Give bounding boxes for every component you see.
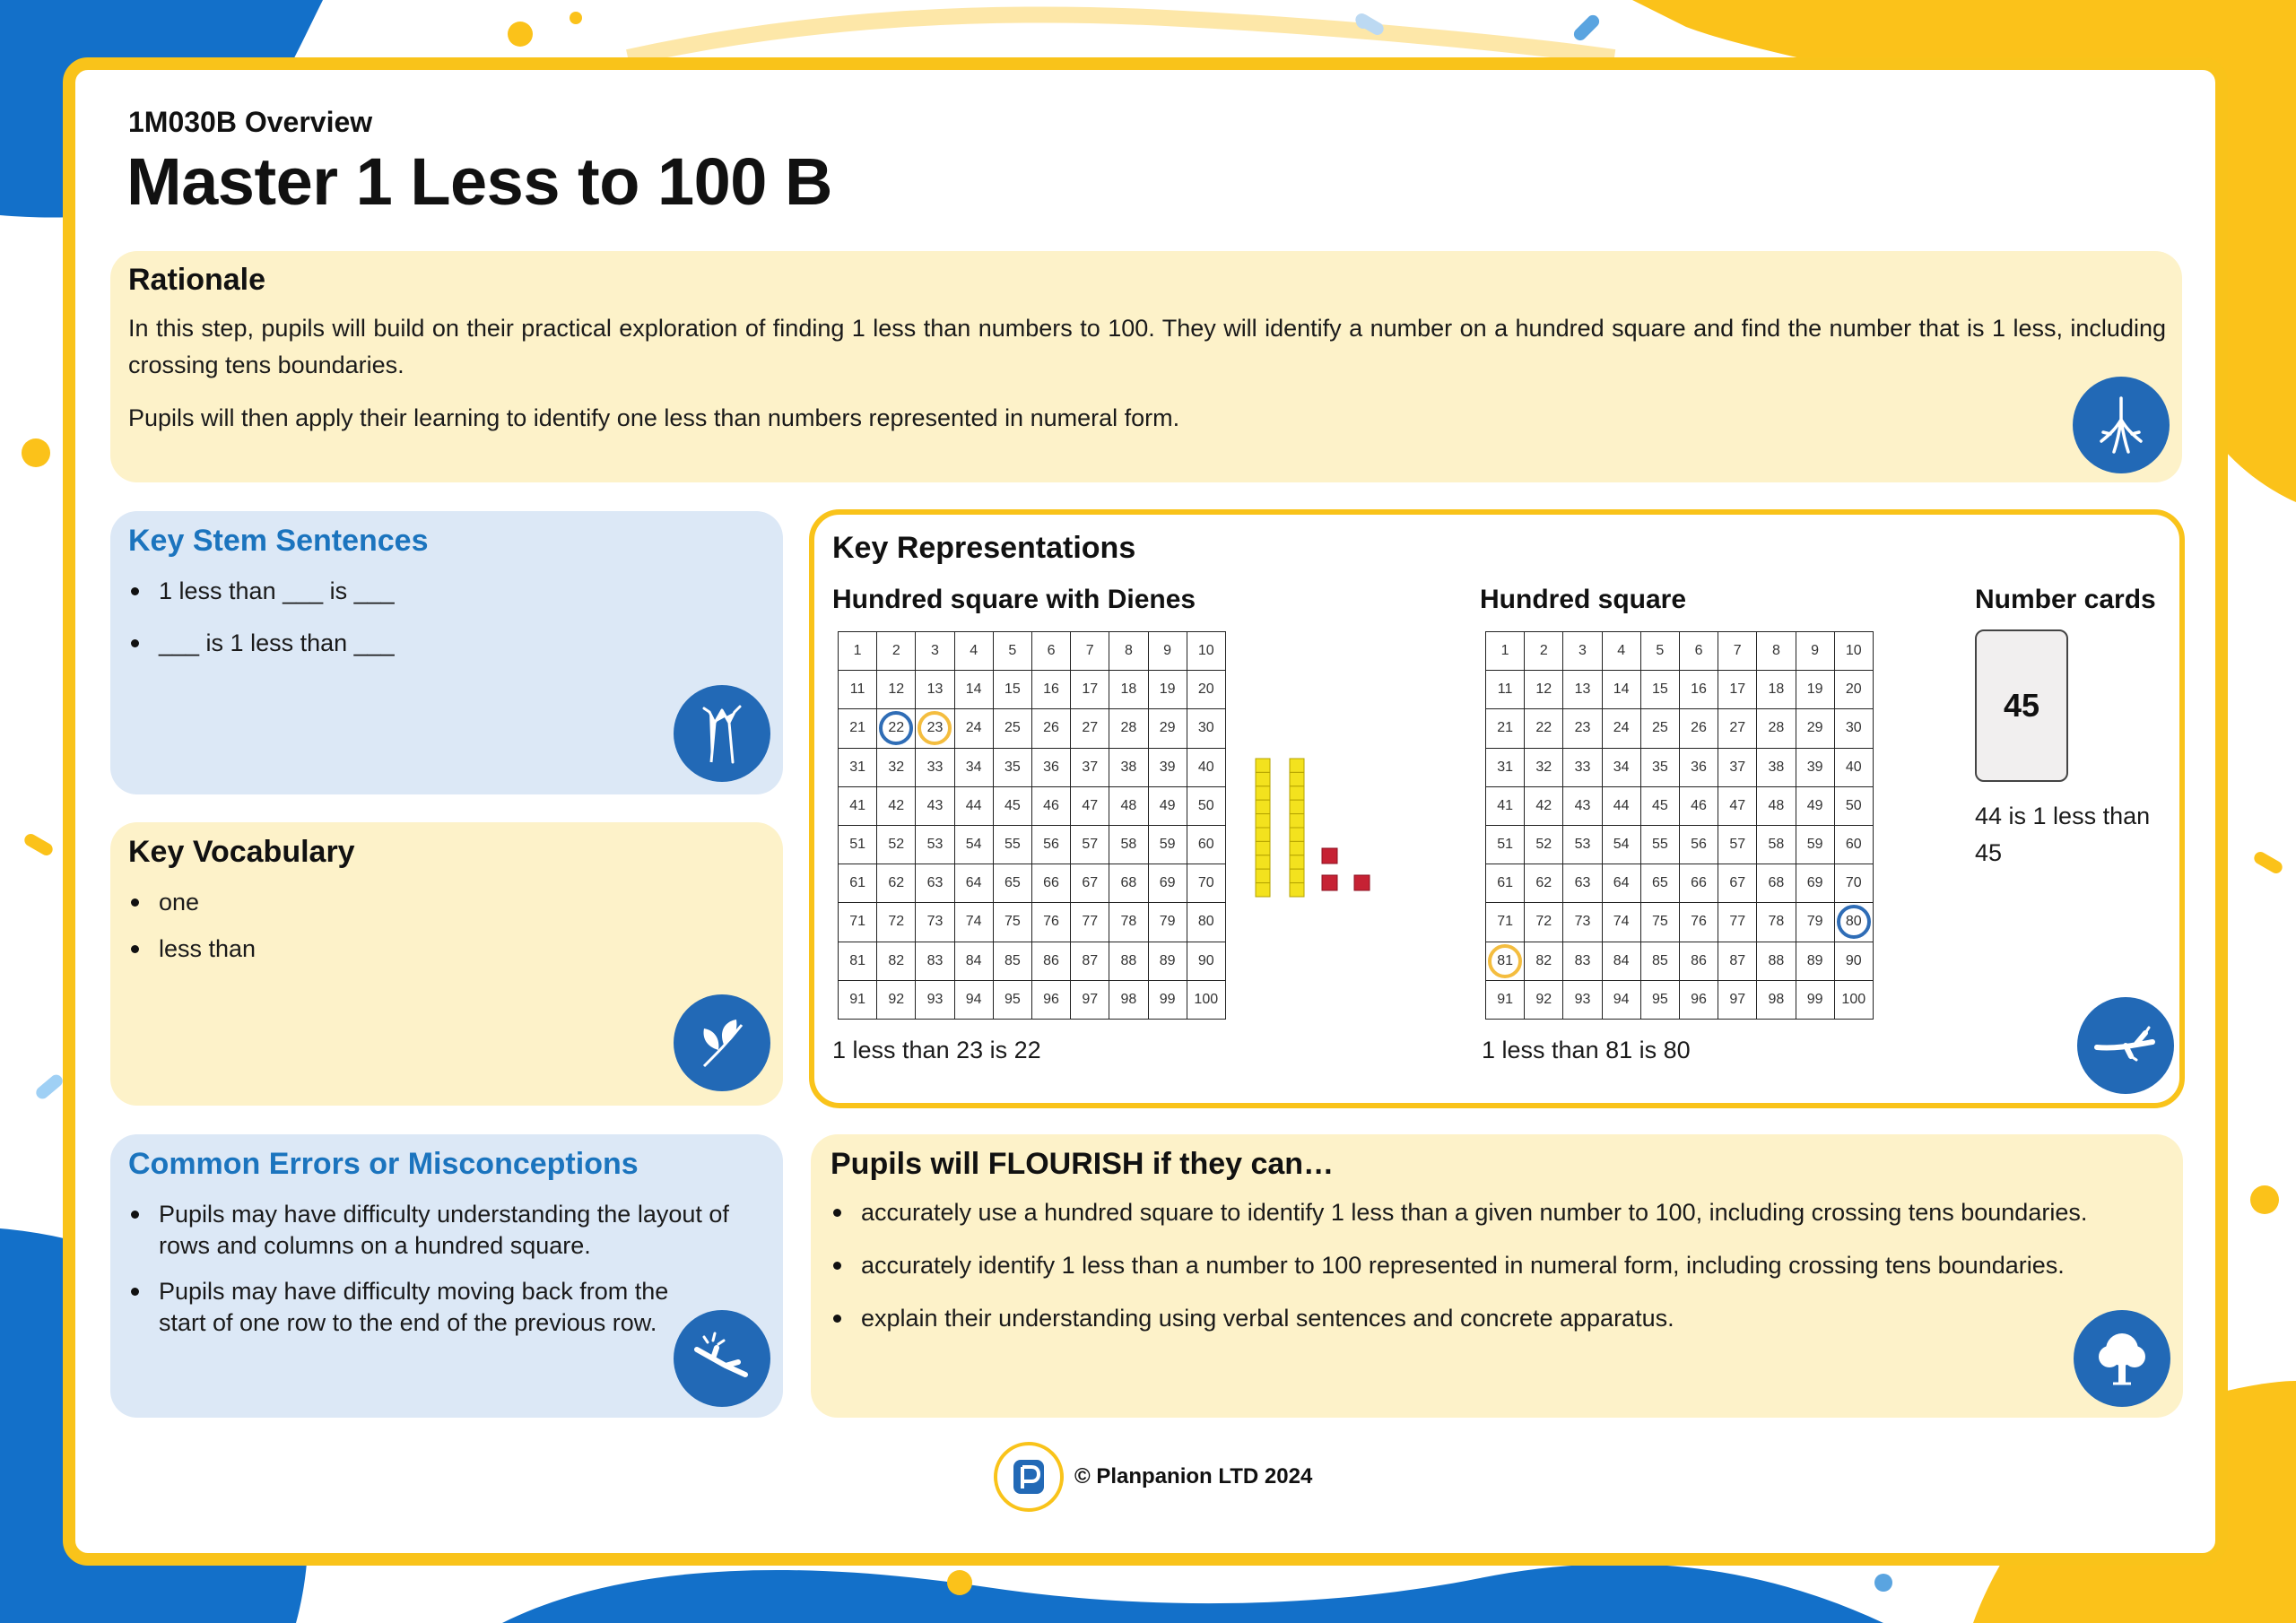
hundred-square-cell: 35: [1640, 748, 1679, 786]
blue-circle-marker: [1837, 905, 1871, 939]
hundred-square-cell: 47: [1071, 786, 1109, 825]
hundred-square-cell: 43: [916, 786, 954, 825]
hundred-square-cell: 49: [1148, 786, 1187, 825]
hundred-square-cell: 58: [1757, 825, 1796, 864]
hundred-square-cell: 45: [1640, 786, 1679, 825]
hundred-square-cell: 74: [954, 903, 993, 942]
hundred-square-cell: 18: [1757, 671, 1796, 709]
hundred-square-cell: 71: [839, 903, 877, 942]
ones-cube: [1354, 875, 1370, 890]
hundred-square-cell: 25: [993, 709, 1031, 748]
hundred-square-cell: 43: [1563, 786, 1602, 825]
hundred-square-cell: 82: [877, 942, 916, 980]
hundred-square-cell: 37: [1071, 748, 1109, 786]
hundred-square-cell: 27: [1071, 709, 1109, 748]
hundred-square-cell: 78: [1109, 903, 1148, 942]
hundred-square-cell: 94: [954, 980, 993, 1019]
hundred-square-cell: 67: [1718, 864, 1757, 903]
hundred-square-cell: 48: [1757, 786, 1796, 825]
hundred-square-cell: 26: [1031, 709, 1070, 748]
tree-icon: [2074, 1310, 2170, 1407]
hundred-square-cell: 76: [1031, 903, 1070, 942]
hundred-square-cell: 52: [877, 825, 916, 864]
hundred-square-cell: 64: [954, 864, 993, 903]
hundred-square-cell: 25: [1640, 709, 1679, 748]
hundred-square-cell: 2: [1525, 632, 1563, 671]
hundred-square-cell: 9: [1148, 632, 1187, 671]
hundred-square-cell: 15: [993, 671, 1031, 709]
error-item: Pupils may have difficulty understanding the layout of rows and columns on a hundred square.: [128, 1199, 756, 1262]
hundred-square-cell: 56: [1031, 825, 1070, 864]
hundred-square-cell: 19: [1148, 671, 1187, 709]
hundred-square-cell: 5: [993, 632, 1031, 671]
hundred-square-cell: 38: [1109, 748, 1148, 786]
hundred-square-cell: 69: [1148, 864, 1187, 903]
hundred-square-cell: 66: [1679, 864, 1718, 903]
hundred-square-cell: 30: [1834, 709, 1873, 748]
stem-sentences-heading: Key Stem Sentences: [128, 524, 429, 558]
hundred-square-cell: 7: [1718, 632, 1757, 671]
hundred-square-cell: 24: [954, 709, 993, 748]
hundred-square-cell: 89: [1796, 942, 1834, 980]
dienes-caption: 1 less than 23 is 22: [832, 1037, 1041, 1063]
hundred-square-cell: 55: [1640, 825, 1679, 864]
hundred-square-cell: 10: [1834, 632, 1873, 671]
hundred-square-cell: 55: [993, 825, 1031, 864]
hundred-square-cell: 73: [916, 903, 954, 942]
hundred-square-cell: 89: [1148, 942, 1187, 980]
hundred-square-cell: 2: [877, 632, 916, 671]
hundred-square-cell: 83: [1563, 942, 1602, 980]
hundred-square-cell: 1: [1486, 632, 1525, 671]
branch-icon: [2077, 997, 2174, 1094]
hundred-square-cell: 52: [1525, 825, 1563, 864]
hundred-square-cell: 98: [1757, 980, 1796, 1019]
vocabulary-item: less than: [128, 933, 256, 965]
hundred-square-cell: 45: [993, 786, 1031, 825]
hundred-square-cell: 51: [1486, 825, 1525, 864]
stem-sentence-item: ___ is 1 less than ___: [128, 628, 395, 659]
hundred-square-cell: 70: [1834, 864, 1873, 903]
tens-rod: [1256, 759, 1270, 897]
hundred-square-cell: 74: [1602, 903, 1640, 942]
hundred-square-cell: 63: [1563, 864, 1602, 903]
hundred-square-cell: 88: [1757, 942, 1796, 980]
hundred-square-cell: 61: [1486, 864, 1525, 903]
hundred-square-cell: 40: [1834, 748, 1873, 786]
rationale-paragraph-2: Pupils will then apply their learning to identify one less than numbers represented in numeral form.: [128, 404, 1180, 431]
hundred-square-cell: 50: [1187, 786, 1225, 825]
hundred-square-cell: 86: [1679, 942, 1718, 980]
hundred-square-cell: 64: [1602, 864, 1640, 903]
leaves-icon: [674, 994, 770, 1091]
hundred-square-cell: 95: [1640, 980, 1679, 1019]
hundred-square-cell: 19: [1796, 671, 1834, 709]
hundred-square-cell: 51: [839, 825, 877, 864]
hundred-square-cell: 49: [1796, 786, 1834, 825]
hundred-square-cell: 44: [954, 786, 993, 825]
yellow-circle-marker: [918, 711, 952, 745]
hundred-square-cell: 48: [1109, 786, 1148, 825]
hundred-square-cell: 59: [1148, 825, 1187, 864]
hundred-square-cell: 50: [1834, 786, 1873, 825]
hundred-square-caption: 1 less than 81 is 80: [1482, 1037, 1691, 1063]
hundred-square-cell: 84: [954, 942, 993, 980]
hundred-square-cell: 22: [1525, 709, 1563, 748]
hundred-square-cell: 67: [1071, 864, 1109, 903]
hundred-square-cell: 100: [1187, 980, 1225, 1019]
hundred-square-cell: 29: [1796, 709, 1834, 748]
hundred-square-cell: 80: [1187, 903, 1225, 942]
hundred-square-cell: 57: [1071, 825, 1109, 864]
hundred-square-cell: 28: [1757, 709, 1796, 748]
hundred-square-cell: 88: [1109, 942, 1148, 980]
hundred-square-cell: 62: [877, 864, 916, 903]
hundred-square-cell: 36: [1031, 748, 1070, 786]
hundred-square-cell: 11: [1486, 671, 1525, 709]
hundred-square-cell: 83: [916, 942, 954, 980]
hundred-square-cell: 93: [916, 980, 954, 1019]
hundred-square-cell: 42: [877, 786, 916, 825]
stem-sentence-item: 1 less than ___ is ___: [128, 576, 395, 607]
hundred-square-cell: 15: [1640, 671, 1679, 709]
hundred-square-cell: 27: [1718, 709, 1757, 748]
hundred-square-cell: 13: [916, 671, 954, 709]
hundred-square-cell: 91: [839, 980, 877, 1019]
tree-trunk-icon: [674, 685, 770, 782]
hundred-square-cell: 82: [1525, 942, 1563, 980]
hundred-square-cell: 9: [1796, 632, 1834, 671]
dienes-blocks: [1245, 748, 1379, 909]
hundred-square-cell: 65: [993, 864, 1031, 903]
flourish-item: accurately use a hundred square to identify 1 less than a given number to 100, including crossing tens boundaries.: [831, 1197, 2087, 1228]
number-cards-title: Number cards: [1975, 585, 2156, 614]
hundred-square-cell: 21: [1486, 709, 1525, 748]
hundred-square-cell: 79: [1148, 903, 1187, 942]
hundred-square-cell: 29: [1148, 709, 1187, 748]
hundred-square-cell: 61: [839, 864, 877, 903]
hundred-square-cell: 12: [877, 671, 916, 709]
hundred-square-cell: 59: [1796, 825, 1834, 864]
hundred-square-cell: 76: [1679, 903, 1718, 942]
hundred-square-cell: 90: [1834, 942, 1873, 980]
errors-heading: Common Errors or Misconceptions: [128, 1147, 639, 1181]
hundred-square-cell: 8: [1109, 632, 1148, 671]
hundred-square-cell: 1: [839, 632, 877, 671]
hundred-square-cell: 57: [1718, 825, 1757, 864]
hundred-square-cell: 4: [954, 632, 993, 671]
hundred-square-cell: 94: [1602, 980, 1640, 1019]
hundred-square-cell: 87: [1071, 942, 1109, 980]
hundred-square-cell: 72: [1525, 903, 1563, 942]
hundred-square-cell: 81: [1486, 942, 1525, 980]
rationale-panel: [110, 251, 2182, 482]
hundred-square-cell: 81: [839, 942, 877, 980]
hundred-square-cell: 95: [993, 980, 1031, 1019]
hundred-square-cell: 6: [1679, 632, 1718, 671]
hundred-square-cell: 8: [1757, 632, 1796, 671]
hundred-square-cell: 98: [1109, 980, 1148, 1019]
copyright-text: © Planpanion LTD 2024: [1074, 1464, 1313, 1488]
hundred-square-cell: 99: [1796, 980, 1834, 1019]
yellow-circle-marker: [1488, 944, 1522, 978]
hundred-square-cell: 20: [1187, 671, 1225, 709]
hundred-square-cell: 46: [1679, 786, 1718, 825]
planpanion-logo: [994, 1442, 1064, 1512]
hundred-square-cell: 7: [1071, 632, 1109, 671]
hundred-square-cell: 80: [1834, 903, 1873, 942]
hundred-square-cell: 77: [1718, 903, 1757, 942]
hundred-square-title: Hundred square: [1480, 585, 1687, 614]
hundred-square-cell: 62: [1525, 864, 1563, 903]
hundred-square-cell: 70: [1187, 864, 1225, 903]
hundred-square-cell: 39: [1148, 748, 1187, 786]
hundred-square: [1485, 631, 1874, 1020]
hundred-square-cell: 12: [1525, 671, 1563, 709]
hundred-square-cell: 39: [1796, 748, 1834, 786]
vocabulary-item: one: [128, 887, 199, 918]
page-title: Master 1 Less to 100 B: [126, 144, 832, 219]
hundred-square-cell: 17: [1071, 671, 1109, 709]
ones-cube: [1322, 875, 1337, 890]
hundred-square-cell: 33: [916, 748, 954, 786]
hundred-square-cell: 13: [1563, 671, 1602, 709]
hundred-square-cell: 4: [1602, 632, 1640, 671]
hundred-square-cell: 56: [1679, 825, 1718, 864]
hundred-square-dienes: [838, 631, 1226, 1020]
flourish-panel: [811, 1134, 2183, 1418]
hundred-square-cell: 20: [1834, 671, 1873, 709]
hundred-square-cell: 78: [1757, 903, 1796, 942]
broken-branch-icon: [674, 1310, 770, 1407]
hundred-square-cell: 28: [1109, 709, 1148, 748]
hundred-square-cell: 97: [1071, 980, 1109, 1019]
hundred-square-cell: 100: [1834, 980, 1873, 1019]
hundred-square-cell: 23: [1563, 709, 1602, 748]
key-representations-panel: [809, 509, 2185, 1108]
hundred-square-cell: 5: [1640, 632, 1679, 671]
hundred-square-cell: 47: [1718, 786, 1757, 825]
hundred-square-cell: 34: [954, 748, 993, 786]
hundred-square-cell: 42: [1525, 786, 1563, 825]
hundred-square-cell: 73: [1563, 903, 1602, 942]
hundred-square-cell: 99: [1148, 980, 1187, 1019]
hundred-square-cell: 90: [1187, 942, 1225, 980]
hundred-square-cell: 91: [1486, 980, 1525, 1019]
footer: [994, 1442, 1312, 1512]
hundred-square-cell: 79: [1796, 903, 1834, 942]
hundred-square-cell: 32: [1525, 748, 1563, 786]
rationale-heading: Rationale: [128, 263, 266, 297]
hundred-square-cell: 84: [1602, 942, 1640, 980]
key-representations-heading: Key Representations: [832, 531, 1136, 565]
hundred-square-cell: 87: [1718, 942, 1757, 980]
hundred-square-cell: 63: [916, 864, 954, 903]
hundred-square-cell: 11: [839, 671, 877, 709]
error-item: Pupils may have difficulty moving back from the start of one row to the end of the previous row.: [128, 1276, 711, 1339]
errors-panel: [110, 1134, 783, 1418]
hundred-square-cell: 24: [1602, 709, 1640, 748]
dienes-title: Hundred square with Dienes: [832, 585, 1196, 614]
hundred-square-cell: 92: [877, 980, 916, 1019]
hundred-square-cell: 53: [1563, 825, 1602, 864]
hundred-square-cell: 34: [1602, 748, 1640, 786]
hundred-square-cell: 22: [877, 709, 916, 748]
number-card-caption: 44 is 1 less than 45: [1975, 803, 2151, 866]
hundred-square-cell: 36: [1679, 748, 1718, 786]
hundred-square-cell: 32: [877, 748, 916, 786]
overview-label: 1M030B Overview: [128, 106, 373, 138]
hundred-square-cell: 68: [1757, 864, 1796, 903]
hundred-square-cell: 40: [1187, 748, 1225, 786]
hundred-square-cell: 33: [1563, 748, 1602, 786]
hundred-square-cell: 77: [1071, 903, 1109, 942]
hundred-square-cell: 10: [1187, 632, 1225, 671]
hundred-square-cell: 68: [1109, 864, 1148, 903]
rationale-paragraph-1: In this step, pupils will build on their practical exploration of finding 1 less than numbers to 100. They will identify a number on a hundred square and find the number that is 1 less, including crossing tens boundaries.: [128, 315, 2166, 378]
ones-cube: [1322, 848, 1337, 864]
hundred-square-cell: 17: [1718, 671, 1757, 709]
hundred-square-cell: 72: [877, 903, 916, 942]
hundred-square-cell: 41: [1486, 786, 1525, 825]
hundred-square-cell: 75: [1640, 903, 1679, 942]
hundred-square-cell: 26: [1679, 709, 1718, 748]
hundred-square-cell: 6: [1031, 632, 1070, 671]
hundred-square-cell: 54: [1602, 825, 1640, 864]
hundred-square-cell: 30: [1187, 709, 1225, 748]
stem-sentences-panel: [110, 511, 783, 794]
hundred-square-cell: 44: [1602, 786, 1640, 825]
hundred-square-cell: 96: [1679, 980, 1718, 1019]
hundred-square-cell: 18: [1109, 671, 1148, 709]
hundred-square-cell: 60: [1834, 825, 1873, 864]
hundred-square-cell: 96: [1031, 980, 1070, 1019]
number-card: 45: [1975, 629, 2068, 782]
hundred-square-cell: 53: [916, 825, 954, 864]
hundred-square-cell: 37: [1718, 748, 1757, 786]
roots-icon: [2073, 377, 2170, 473]
hundred-square-cell: 35: [993, 748, 1031, 786]
hundred-square-cell: 3: [916, 632, 954, 671]
flourish-item: explain their understanding using verbal sentences and concrete apparatus.: [831, 1303, 1674, 1334]
hundred-square-cell: 21: [839, 709, 877, 748]
vocabulary-panel: [110, 822, 783, 1106]
flourish-item: accurately identify 1 less than a number to 100 represented in numeral form, including crossing tens boundaries.: [831, 1250, 2065, 1281]
hundred-square-cell: 85: [1640, 942, 1679, 980]
blue-circle-marker: [879, 711, 913, 745]
hundred-square-cell: 31: [1486, 748, 1525, 786]
hundred-square-cell: 92: [1525, 980, 1563, 1019]
hundred-square-cell: 41: [839, 786, 877, 825]
tens-rod: [1290, 759, 1304, 897]
hundred-square-cell: 14: [1602, 671, 1640, 709]
hundred-square-cell: 23: [916, 709, 954, 748]
hundred-square-cell: 86: [1031, 942, 1070, 980]
hundred-square-cell: 60: [1187, 825, 1225, 864]
hundred-square-cell: 85: [993, 942, 1031, 980]
hundred-square-cell: 54: [954, 825, 993, 864]
hundred-square-cell: 75: [993, 903, 1031, 942]
hundred-square-cell: 16: [1031, 671, 1070, 709]
hundred-square-cell: 31: [839, 748, 877, 786]
vocabulary-heading: Key Vocabulary: [128, 835, 355, 869]
hundred-square-cell: 14: [954, 671, 993, 709]
flourish-heading: Pupils will FLOURISH if they can…: [831, 1147, 1335, 1181]
hundred-square-cell: 97: [1718, 980, 1757, 1019]
hundred-square-cell: 65: [1640, 864, 1679, 903]
hundred-square-cell: 69: [1796, 864, 1834, 903]
hundred-square-cell: 16: [1679, 671, 1718, 709]
hundred-square-cell: 66: [1031, 864, 1070, 903]
hundred-square-cell: 58: [1109, 825, 1148, 864]
hundred-square-cell: 46: [1031, 786, 1070, 825]
hundred-square-cell: 38: [1757, 748, 1796, 786]
hundred-square-cell: 71: [1486, 903, 1525, 942]
hundred-square-cell: 93: [1563, 980, 1602, 1019]
hundred-square-cell: 3: [1563, 632, 1602, 671]
